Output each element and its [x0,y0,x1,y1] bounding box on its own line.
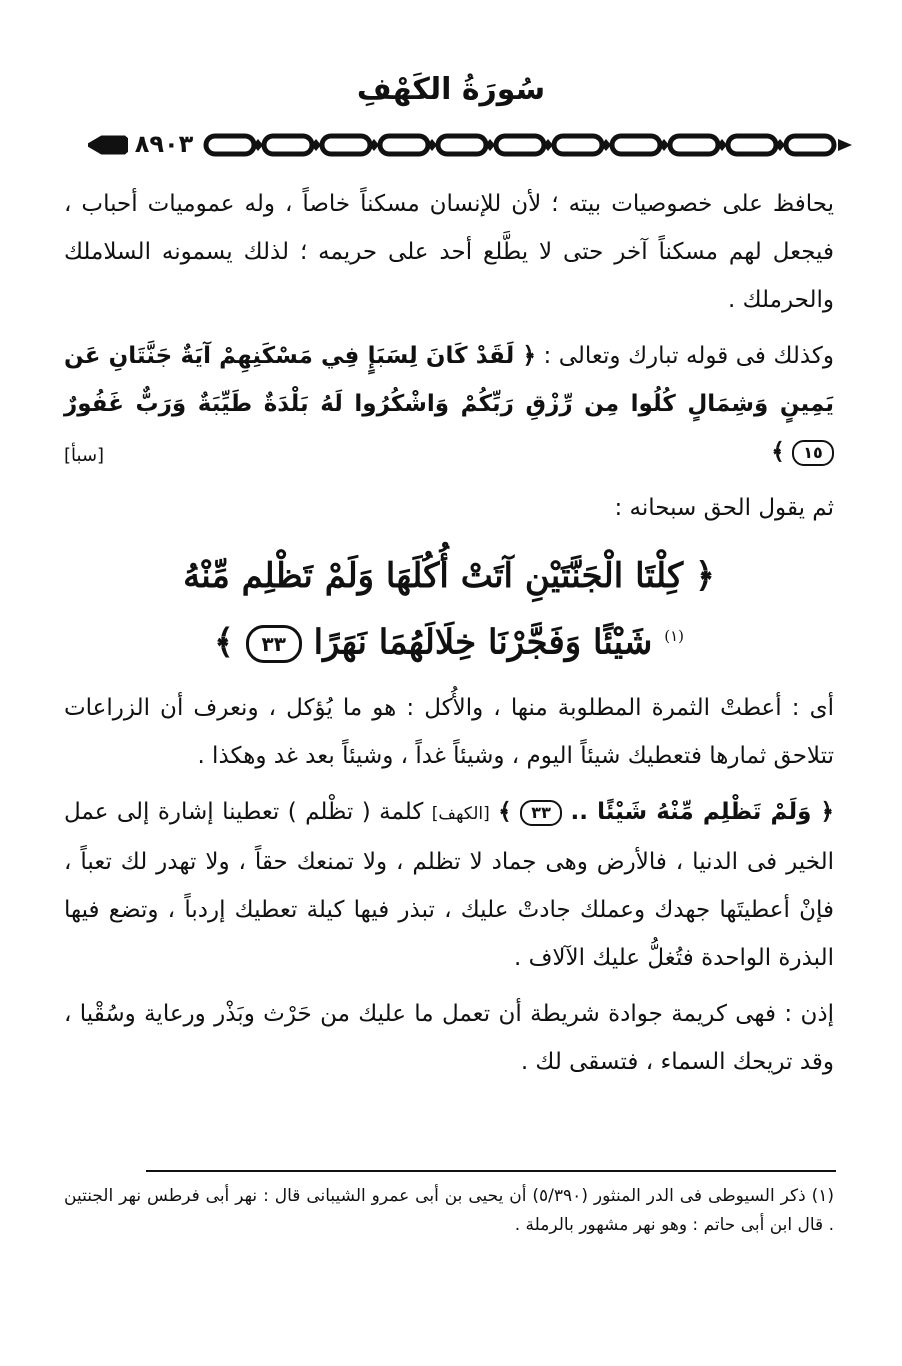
paragraph-5 [64,788,834,982]
quran-quote-close: ﴾ [498,799,512,826]
page-number: ٨٩٠٣ [128,127,200,161]
ayah-number-badge: ٣٣ [520,800,562,826]
paragraph-1: يحافظ على خصوصيات بيته ؛ لأن للإنسان مسكناً خاصاً ، وله عموميات أحباب ، فيجعل لهم مسكناً آخر حتى لا يطَّلع أحد على حريمه ؛ لذلك يسمونه السلاملك والحرملك . [64,191,834,313]
verse-line-2-text: شَيْئًا وَفَجَّرْنَا خِلَالَهُمَا نَهَرًا [313,622,653,663]
quran-verse-block [64,546,834,672]
verse-line-1 [64,546,834,606]
verse-close-bracket: ﴾ [213,622,234,663]
surah-reference: [الكهف] [431,804,490,825]
verse-line-1-text: ﴿ كِلْتَا الْجَنَّتَيْنِ آتَتْ أُكُلَهَا وَلَمْ تَظْلِم مِّنْهُ [183,556,715,596]
ayah-number-badge: ٣٣ [246,625,302,663]
ayah-number-badge: ١٥ [792,440,834,466]
paragraph-4: أى : أعطتْ الثمرة المطلوبة منها ، والأُكل : هو ما يُؤكل ، ونعرف أن الزراعات تتلاحق ثمارها فتعطيك شيئاً اليوم ، وشيئاً غداً ، وشيئاً بعد غد وهكذا . [64,695,834,770]
paragraph-5-text: كلمة ( تظْلم ) تعطينا إشارة إلى عمل الخير فى الدنيا ، فالأرض وهى جماد لا تظلم ، ولا تمنعك حقاً ، ولا تهدر لك تعباً ، فإنْ أعطيتَها جهدك وعملك جادتْ عليك ، تبذر فيها كيلة تعطيك إردباً ، وتضع فيها البذرة الواحدة فتُغلُّ عليك الآلاف . [64,799,834,972]
verse-line-2 [64,606,834,672]
paragraph-2-intro: وكذلك فى قوله تبارك وتعالى : [543,343,834,369]
ornament-chain-icon [88,128,854,162]
paragraph-6: إذن : فهى كريمة جوادة شريطة أن تعمل ما عليك من حَرْث وبَذْر ورعاية وسُقْيا ، وقد تريحك السماء ، فتسقى لك . [64,1001,834,1076]
header-ornament-border [88,128,854,162]
main-text [64,180,834,1094]
paragraph-2 [64,332,834,476]
quran-quote-kahf: ﴿ وَلَمْ تَظْلِم مِّنْهُ شَيْئًا .. [570,799,835,826]
footnote-marker: (١) [664,627,684,645]
quran-quote-saba: ﴿ لَقَدْ كَانَ لِسَبَإٍ فِي مَسْكَنِهِمْ آيَةٌ جَنَّتَانِ عَن يَمِينٍ وَشِمَالٍ كُلُوا مِن رِّزْقِ رَبِّكُمْ وَاشْكُرُوا لَهُ بَلْدَةٌ طَيِّبَةٌ وَرَبٌّ غَفُورٌ [64,343,834,417]
footnote: (١) ذكر السيوطى فى الدر المنثور (٥/٣٩٠) أن يحيى بن أبى عمرو الشيبانى قال : نهر أبى فرطس نهر الجنتين . قال ابن أبى حاتم : وهو نهر مشهور بالرملة . [64,1186,834,1235]
surah-reference: [سبأ] [64,445,105,466]
surah-title: سُورَةُ الكَهْفِ [356,72,546,107]
footnote-separator [146,1170,836,1172]
paragraph-3: ثم يقول الحق سبحانه : [614,495,834,521]
quran-quote-close: ﴾ [771,439,785,465]
